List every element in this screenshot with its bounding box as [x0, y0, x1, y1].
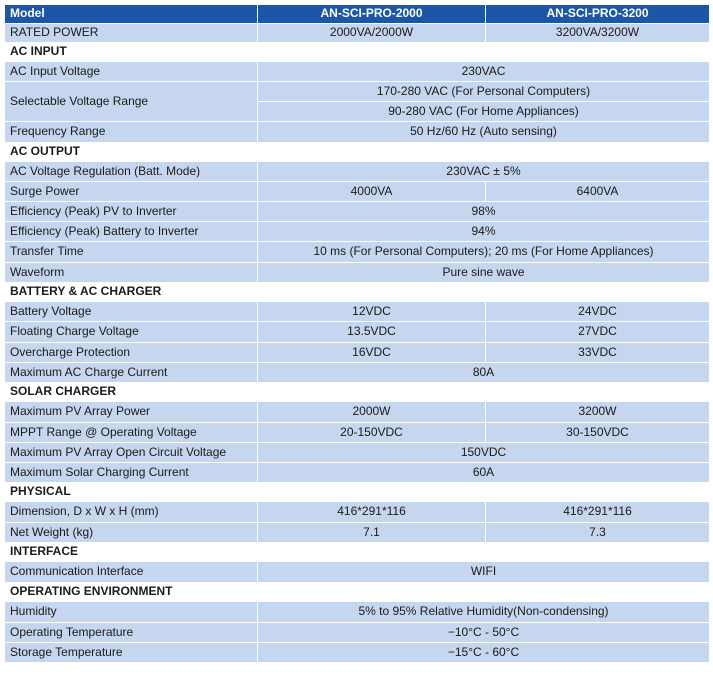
value-b: 3200W [486, 402, 710, 423]
row-label: RATED POWER [5, 24, 258, 43]
table-row [5, 62, 710, 82]
row-label: Waveform [5, 263, 258, 283]
value-a: 16VDC [258, 343, 486, 363]
value-a: 4000VA [258, 182, 486, 202]
table-row [5, 423, 710, 443]
table-row [5, 502, 710, 523]
section-title: AC OUTPUT [5, 143, 710, 162]
row-label: Operating Temperature [5, 623, 258, 643]
value-shared: 5% to 95% Relative Humidity(Non-condensing) [258, 602, 710, 623]
table-row [5, 402, 710, 423]
row-label: AC Input Voltage [5, 62, 258, 82]
row-label: Humidity [5, 602, 258, 623]
value-b: 30-150VDC [486, 423, 710, 443]
table-row [5, 242, 710, 263]
value-shared: 10 ms (For Personal Computers); 20 ms (For Home Appliances) [258, 242, 710, 263]
row-label: Efficiency (Peak) PV to Inverter [5, 202, 258, 222]
row-label: AC Voltage Regulation (Batt. Mode) [5, 162, 258, 182]
row-label: Net Weight (kg) [5, 523, 258, 543]
section-title: SOLAR CHARGER [5, 383, 710, 402]
table-row [5, 222, 710, 242]
section-title: OPERATING ENVIRONMENT [5, 583, 710, 602]
table-row [5, 523, 710, 543]
table-row [5, 162, 710, 182]
value-shared: 150VDC [258, 443, 710, 463]
value-shared: −10°C - 50°C [258, 623, 710, 643]
row-label: Maximum Solar Charging Current [5, 463, 258, 483]
section-header [5, 543, 710, 562]
value-shared: 230VAC ± 5% [258, 162, 710, 182]
value-shared: −15°C - 60°C [258, 643, 710, 663]
value-shared: 90-280 VAC (For Home Appliances) [258, 102, 710, 122]
value-shared: 60A [258, 463, 710, 483]
table-row [5, 263, 710, 283]
table-row [5, 623, 710, 643]
model-header: Model [5, 5, 258, 24]
section-header [5, 283, 710, 302]
value-shared: 50 Hz/60 Hz (Auto sensing) [258, 122, 710, 143]
table-row [5, 602, 710, 623]
value-b: 7.3 [486, 523, 710, 543]
row-label: Surge Power [5, 182, 258, 202]
section-title: INTERFACE [5, 543, 710, 562]
value-b: 416*291*116 [486, 502, 710, 523]
table-row [5, 302, 710, 322]
section-title: BATTERY & AC CHARGER [5, 283, 710, 302]
section-header [5, 383, 710, 402]
table-row [5, 82, 710, 102]
row-label: Communication Interface [5, 562, 258, 583]
value-shared: 94% [258, 222, 710, 242]
section-header [5, 43, 710, 62]
value-b: 27VDC [486, 322, 710, 343]
table-row [5, 322, 710, 343]
value-shared: 230VAC [258, 62, 710, 82]
section-header [5, 483, 710, 502]
section-title: AC INPUT [5, 43, 710, 62]
table-row [5, 562, 710, 583]
value-a: 416*291*116 [258, 502, 486, 523]
row-label: Overcharge Protection [5, 343, 258, 363]
value-shared: WIFI [258, 562, 710, 583]
row-label: Transfer Time [5, 242, 258, 263]
value-a: 12VDC [258, 302, 486, 322]
row-label: Frequency Range [5, 122, 258, 143]
row-label: Dimension, D x W x H (mm) [5, 502, 258, 523]
row-label: Floating Charge Voltage [5, 322, 258, 343]
row-label: Maximum PV Array Open Circuit Voltage [5, 443, 258, 463]
value-shared: 80A [258, 363, 710, 383]
value-a: 20-150VDC [258, 423, 486, 443]
value-b: 3200VA/3200W [486, 24, 710, 43]
table-row [5, 643, 710, 663]
table-row [5, 182, 710, 202]
row-label: Maximum PV Array Power [5, 402, 258, 423]
model-b-header: AN-SCI-PRO-3200 [486, 5, 710, 24]
value-b: 24VDC [486, 302, 710, 322]
value-a: 7.1 [258, 523, 486, 543]
value-a: 2000VA/2000W [258, 24, 486, 43]
table-header-row [5, 5, 710, 24]
table-row [5, 202, 710, 222]
value-shared: 170-280 VAC (For Personal Computers) [258, 82, 710, 102]
row-label: Storage Temperature [5, 643, 258, 663]
value-a: 13.5VDC [258, 322, 486, 343]
row-label: Selectable Voltage Range [5, 82, 258, 122]
spec-table [4, 4, 710, 663]
row-label: Battery Voltage [5, 302, 258, 322]
table-row [5, 122, 710, 143]
table-row [5, 24, 710, 43]
table-row [5, 363, 710, 383]
value-shared: 98% [258, 202, 710, 222]
table-row [5, 443, 710, 463]
model-a-header: AN-SCI-PRO-2000 [258, 5, 486, 24]
table-row [5, 463, 710, 483]
value-a: 2000W [258, 402, 486, 423]
value-b: 33VDC [486, 343, 710, 363]
row-label: MPPT Range @ Operating Voltage [5, 423, 258, 443]
row-label: Maximum AC Charge Current [5, 363, 258, 383]
section-header [5, 143, 710, 162]
row-label: Efficiency (Peak) Battery to Inverter [5, 222, 258, 242]
section-title: PHYSICAL [5, 483, 710, 502]
value-shared: Pure sine wave [258, 263, 710, 283]
section-header [5, 583, 710, 602]
value-b: 6400VA [486, 182, 710, 202]
table-row [5, 343, 710, 363]
